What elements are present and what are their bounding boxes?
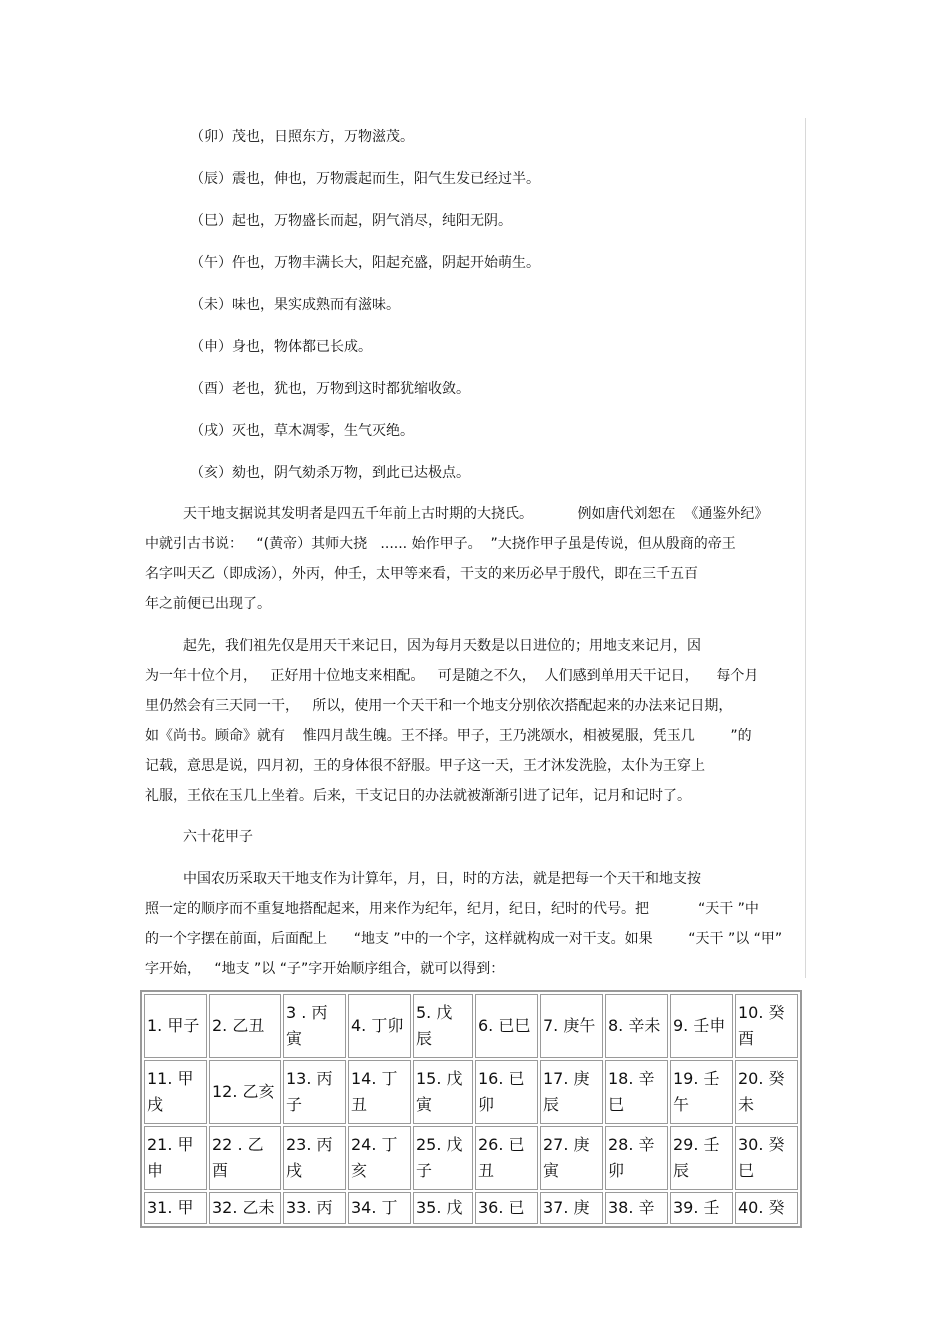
cell-text: 28. 辛 bbox=[608, 1135, 655, 1154]
cell-text: 17. 庚 bbox=[543, 1069, 590, 1088]
table-cell bbox=[209, 1192, 281, 1224]
cell-text: 9. 壬申 bbox=[673, 1016, 726, 1035]
table-cell bbox=[348, 1192, 411, 1224]
cell-text: 未 bbox=[738, 1095, 755, 1114]
paragraph-line: 中就引古书说： “(黄帝）其师大挠 ...... 始作甲子。 ”大挠作甲子虽是传说，但从殷商的帝王 bbox=[145, 536, 736, 552]
cell-text: 戌 bbox=[147, 1095, 164, 1114]
table-cell bbox=[475, 1060, 538, 1124]
branch-line: （辰）震也，伸也，万物震起而生，阳气生发已经过半。 bbox=[190, 171, 540, 187]
cell-text: 子 bbox=[286, 1095, 303, 1114]
cell-text: 30. 癸 bbox=[738, 1135, 785, 1154]
table-cell bbox=[413, 1060, 473, 1124]
table-cell bbox=[209, 1126, 281, 1190]
cell-text: 32. 乙未 bbox=[212, 1198, 275, 1217]
cell-text: 11. 甲 bbox=[147, 1069, 194, 1088]
table-cell bbox=[670, 994, 733, 1058]
table-row bbox=[144, 1126, 798, 1190]
paragraph-line: 名字叫天乙（即成汤），外丙，仲壬，太甲等来看，干支的来历必早于殷代，即在三千五百 bbox=[145, 566, 698, 582]
branch-line: （申）身也，物体都已长成。 bbox=[190, 339, 372, 355]
table-cell bbox=[475, 994, 538, 1058]
paragraph-line: 天干地支据说其发明者是四五千年前上古时期的大挠氏。 例如唐代刘恕在 《通鉴外纪》 bbox=[183, 506, 769, 522]
table-cell bbox=[283, 994, 346, 1058]
cell-text: 辰 bbox=[543, 1095, 560, 1114]
cell-text: 子 bbox=[416, 1161, 433, 1180]
branch-line: （卯）茂也，日照东方，万物滋茂。 bbox=[190, 129, 414, 145]
cell-text: 戌 bbox=[286, 1161, 303, 1180]
branch-line: （戌）灭也，草木凋零，生气灭绝。 bbox=[190, 423, 414, 439]
table-cell bbox=[605, 1192, 668, 1224]
table-cell bbox=[283, 1126, 346, 1190]
cell-text: 3 . 丙寅 bbox=[286, 1003, 328, 1048]
table-cell bbox=[735, 1126, 798, 1190]
table-cell bbox=[348, 994, 411, 1058]
cell-text: 辰 bbox=[673, 1161, 690, 1180]
table-cell bbox=[144, 1192, 207, 1224]
cell-text: 35. 戊 bbox=[416, 1198, 463, 1217]
cell-text: 33. 丙 bbox=[286, 1198, 333, 1217]
cell-text: 午 bbox=[673, 1095, 690, 1114]
cell-text: 21. 甲 bbox=[147, 1135, 194, 1154]
cell-text: 22 . 乙 bbox=[212, 1135, 264, 1154]
cell-text: 27. 庚 bbox=[543, 1135, 590, 1154]
cell-text: 酉 bbox=[212, 1161, 229, 1180]
table-cell bbox=[413, 1126, 473, 1190]
table-cell bbox=[283, 1060, 346, 1124]
cell-text: 24. 丁 bbox=[351, 1135, 398, 1154]
cell-text: 26. 已 bbox=[478, 1135, 525, 1154]
cell-text: 卯 bbox=[478, 1095, 495, 1114]
right-margin-rule bbox=[805, 118, 806, 978]
cell-text: 8. 辛未 bbox=[608, 1016, 661, 1035]
paragraph-line: 的一个字摆在前面，后面配上 “地支 ”中的一个字，这样就构成一对干支。如果 “天干 ”以 “甲” bbox=[145, 931, 783, 947]
table-cell bbox=[144, 1126, 207, 1190]
table-cell bbox=[475, 1126, 538, 1190]
cell-text: 巳 bbox=[738, 1161, 755, 1180]
paragraph-line: 照一定的顺序而不重复地搭配起来，用来作为纪年，纪月，纪日，纪时的代号。把 “天干 ”中 bbox=[145, 901, 759, 917]
table-row bbox=[144, 994, 798, 1058]
cell-text: 1. 甲子 bbox=[147, 1016, 200, 1035]
cell-text: 丑 bbox=[478, 1161, 495, 1180]
cell-text: 34. 丁 bbox=[351, 1198, 398, 1217]
table-cell bbox=[413, 994, 473, 1058]
cell-text: 25. 戊 bbox=[416, 1135, 463, 1154]
branch-line: （未）味也，果实成熟而有滋味。 bbox=[190, 297, 400, 313]
paragraph-line: 中国农历采取天干地支作为计算年，月，日，时的方法，就是把每一个天干和地支按 bbox=[183, 871, 701, 887]
table-cell bbox=[348, 1060, 411, 1124]
table-cell bbox=[144, 994, 207, 1058]
table-cell bbox=[283, 1192, 346, 1224]
cell-text: 巳 bbox=[608, 1095, 625, 1114]
cell-text: 23. 丙 bbox=[286, 1135, 333, 1154]
cell-text: 15. 戊 bbox=[416, 1069, 463, 1088]
table-cell bbox=[605, 1060, 668, 1124]
paragraph-line: 礼服，王依在玉几上坐着。后来，干支记日的办法就被渐渐引进了记年，记月和记时了。 bbox=[145, 788, 691, 804]
table-cell bbox=[735, 1060, 798, 1124]
table-cell bbox=[540, 1192, 603, 1224]
paragraph-line: 为一年十位个月， 正好用十位地支来相配。 可是随之不久， 人们感到单用天干记日， 每个月 bbox=[145, 668, 759, 684]
table-cell bbox=[605, 1126, 668, 1190]
cell-text: 39. 壬 bbox=[673, 1198, 720, 1217]
table-cell bbox=[540, 994, 603, 1058]
table-cell bbox=[605, 994, 668, 1058]
table-cell bbox=[670, 1060, 733, 1124]
cell-text: 7. 庚午 bbox=[543, 1016, 596, 1035]
cell-text: 13. 丙 bbox=[286, 1069, 333, 1088]
sexagenary-table bbox=[140, 990, 802, 1228]
branch-line: （酉）老也，犹也，万物到这时都犹缩收敛。 bbox=[190, 381, 470, 397]
branch-line: （亥）劾也，阴气劾杀万物，到此已达极点。 bbox=[190, 465, 470, 481]
cell-text: 14. 丁 bbox=[351, 1069, 398, 1088]
table-cell bbox=[735, 994, 798, 1058]
table-cell bbox=[413, 1192, 473, 1224]
paragraph-line: 年之前便已出现了。 bbox=[145, 596, 271, 612]
table-cell bbox=[735, 1192, 798, 1224]
cell-text: 酉 bbox=[738, 1029, 755, 1048]
cell-text: 10. 癸 bbox=[738, 1003, 785, 1022]
paragraph-line: 起先，我们祖先仅是用天干来记日，因为每月天数是以日进位的；用地支来记月，因 bbox=[183, 638, 701, 654]
cell-text: 19. 壬 bbox=[673, 1069, 720, 1088]
cell-text: 申 bbox=[147, 1161, 164, 1180]
table-cell bbox=[540, 1060, 603, 1124]
table-cell bbox=[209, 1060, 281, 1124]
cell-text: 37. 庚 bbox=[543, 1198, 590, 1217]
cell-text: 寅 bbox=[543, 1161, 560, 1180]
paragraph-line: 字开始， “地支 ”以 “子”字开始顺序组合，就可以得到： bbox=[145, 961, 505, 977]
section-heading: 六十花甲子 bbox=[183, 829, 253, 845]
cell-text: 18. 辛 bbox=[608, 1069, 655, 1088]
cell-text: 29. 壬 bbox=[673, 1135, 720, 1154]
cell-text: 卯 bbox=[608, 1161, 625, 1180]
cell-text: 寅 bbox=[416, 1095, 433, 1114]
cell-text: 36. 已 bbox=[478, 1198, 525, 1217]
cell-text: 31. 甲 bbox=[147, 1198, 194, 1217]
paragraph-line: 记载，意思是说，四月初，王的身体很不舒服。甲子这一天，王才沐发洗脸，太仆为王穿上 bbox=[145, 758, 705, 774]
cell-text: 4. 丁卯 bbox=[351, 1016, 404, 1035]
cell-text: 20. 癸 bbox=[738, 1069, 785, 1088]
cell-text: 5. 戊 bbox=[416, 1003, 453, 1022]
cell-text: 辰 bbox=[416, 1029, 433, 1048]
table-cell bbox=[670, 1192, 733, 1224]
paragraph-line: 里仍然会有三天同一干， 所以，使用一个天干和一个地支分别依次搭配起来的办法来记日期， bbox=[145, 698, 733, 714]
branch-line: （巳）起也，万物盛长而起，阴气消尽，纯阳无阴。 bbox=[190, 213, 512, 229]
cell-text: 6. 已巳 bbox=[478, 1016, 531, 1035]
cell-text: 40. 癸 bbox=[738, 1198, 785, 1217]
table-cell bbox=[144, 1060, 207, 1124]
table-row bbox=[144, 1192, 798, 1224]
table-cell bbox=[540, 1126, 603, 1190]
table-cell bbox=[209, 994, 281, 1058]
table-cell bbox=[475, 1192, 538, 1224]
table-row bbox=[144, 1060, 798, 1124]
cell-text: 38. 辛 bbox=[608, 1198, 655, 1217]
cell-text: 12. 乙亥 bbox=[212, 1082, 275, 1101]
paragraph-line: 如《尚书。顾命》就有 惟四月哉生魄。王不择。甲子，王乃洮颂水，相被冕服，凭玉几 ”的 bbox=[145, 728, 752, 744]
table-cell bbox=[670, 1126, 733, 1190]
branch-line: （午）仵也，万物丰满长大，阳起充盛，阴起开始萌生。 bbox=[190, 255, 540, 271]
cell-text: 16. 已 bbox=[478, 1069, 525, 1088]
table-cell bbox=[348, 1126, 411, 1190]
cell-text: 丑 bbox=[351, 1095, 368, 1114]
cell-text: 2. 乙丑 bbox=[212, 1016, 265, 1035]
cell-text: 亥 bbox=[351, 1161, 368, 1180]
